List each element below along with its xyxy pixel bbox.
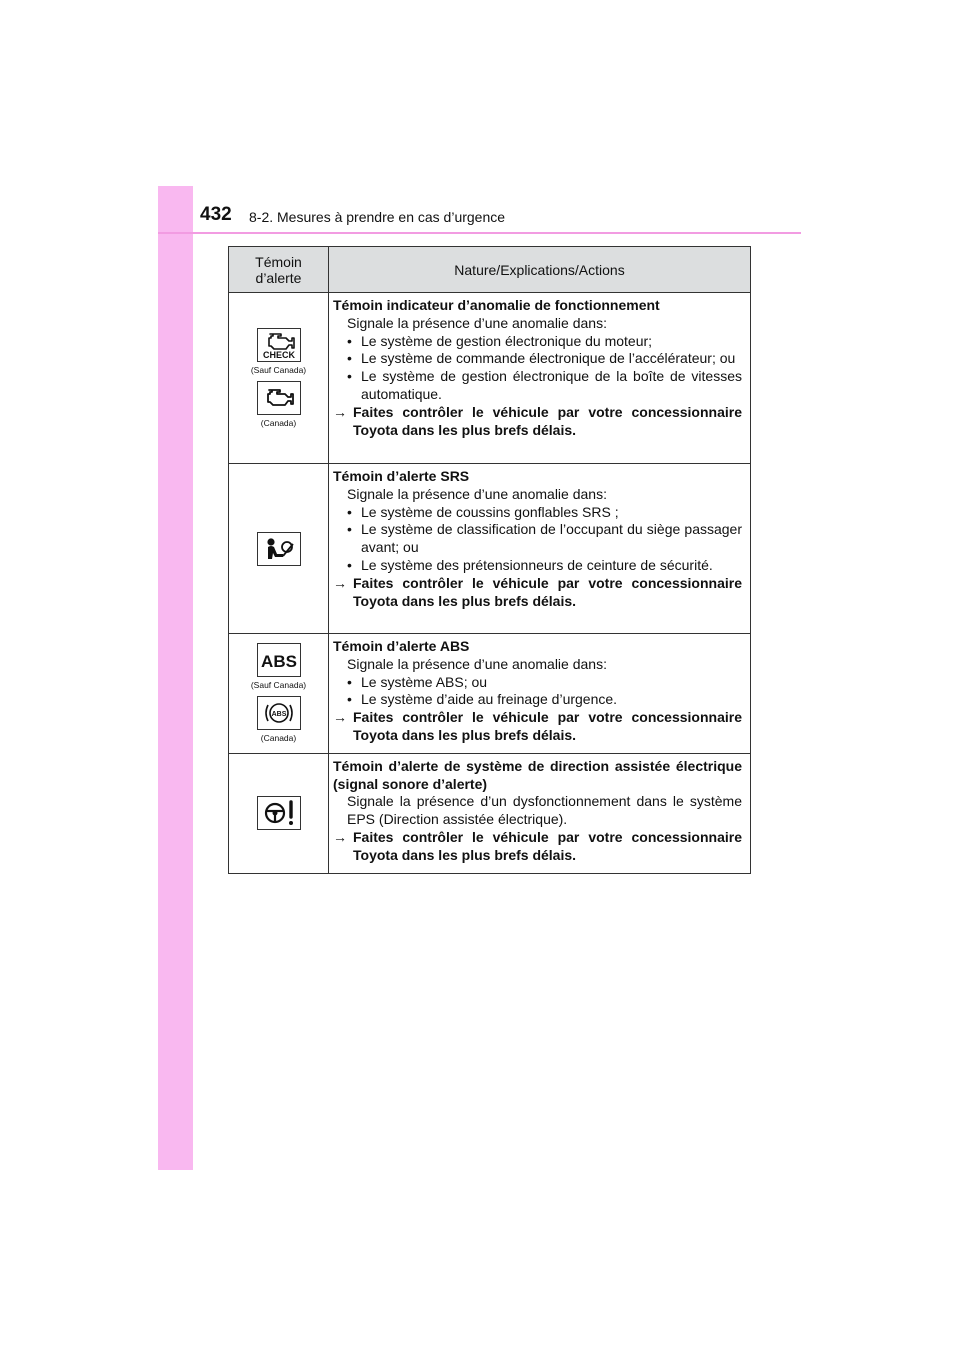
airbag-icon bbox=[257, 532, 301, 566]
warning-title: Témoin d’alerte SRS bbox=[333, 468, 470, 484]
arrow-icon: → bbox=[333, 828, 347, 845]
warning-title: Témoin d’alerte de système de direction assistée électrique (signal sonore d’alerte) bbox=[333, 757, 742, 792]
warning-lights-table bbox=[228, 246, 751, 874]
table-row bbox=[229, 293, 751, 464]
svg-text:ABS: ABS bbox=[260, 652, 297, 672]
icon-cell bbox=[229, 634, 329, 754]
description-cell bbox=[329, 753, 751, 873]
table-header-row bbox=[229, 247, 751, 293]
table-row bbox=[229, 464, 751, 634]
table-row bbox=[229, 634, 751, 754]
warning-intro: Signale la présence d’une anomalie dans: bbox=[347, 314, 607, 331]
column-header-details: Nature/Explications/Actions bbox=[329, 247, 751, 293]
abs-text-icon bbox=[257, 643, 301, 677]
warning-intro: Signale la présence d’un dysfonctionnement dans le système EPS (Direction assistée électrique). bbox=[347, 793, 742, 828]
list-item: • Le système de commande électronique de l’accélérateur; ou bbox=[347, 350, 736, 367]
icon-cell bbox=[229, 753, 329, 873]
action-text: → Faites contrôler le véhicule par votre concessionnaire Toyota dans les plus brefs délais. bbox=[333, 709, 742, 743]
action-text: → Faites contrôler le véhicule par votre concessionnaire Toyota dans les plus brefs délais. bbox=[333, 403, 742, 438]
list-item: • Le système de coussins gonflables SRS ; bbox=[347, 503, 619, 520]
warning-intro: Signale la présence d’une anomalie dans: bbox=[347, 485, 607, 502]
list-item: • Le système de gestion électronique de la boîte de vitesses automatique. bbox=[347, 368, 742, 402]
action-text: → Faites contrôler le véhicule par votre concessionnaire Toyota dans les plus brefs délais. bbox=[333, 828, 742, 863]
icon-caption: (Canada) bbox=[260, 733, 297, 744]
list-item: • Le système de classification de l’occupant du siège passager avant; ou bbox=[347, 521, 742, 556]
arrow-icon: → bbox=[333, 709, 347, 726]
icon-cell bbox=[229, 464, 329, 634]
chapter-side-tab bbox=[158, 186, 193, 1170]
page-number: 432 bbox=[200, 204, 232, 225]
section-title: 8-2. Mesures à prendre en cas d’urgence bbox=[249, 209, 506, 225]
list-item: • Le système ABS; ou bbox=[347, 673, 488, 690]
check-engine-icon bbox=[257, 328, 301, 362]
description-cell bbox=[329, 634, 751, 754]
list-item: • Le système de gestion électronique du moteur; bbox=[347, 332, 653, 349]
abs-circle-icon bbox=[257, 696, 301, 730]
warning-intro: Signale la présence d’une anomalie dans: bbox=[347, 655, 607, 672]
description-cell bbox=[329, 464, 751, 634]
icon-caption: (Sauf Canada) bbox=[250, 365, 307, 375]
description-cell bbox=[329, 293, 751, 464]
column-header-warning-light: Témoin d’alerte bbox=[229, 247, 329, 293]
list-item: • Le système d’aide au freinage d’urgence. bbox=[347, 691, 618, 708]
icon-cell bbox=[229, 293, 329, 464]
warning-title: Témoin indicateur d’anomalie de fonctionnement bbox=[333, 297, 660, 313]
engine-icon bbox=[257, 381, 301, 415]
svg-text:CHECK: CHECK bbox=[262, 350, 295, 360]
header-rule bbox=[158, 232, 801, 234]
table-row bbox=[229, 753, 751, 873]
icon-caption: (Sauf Canada) bbox=[250, 680, 307, 691]
power-steering-icon bbox=[257, 796, 301, 830]
icon-caption: (Canada) bbox=[260, 418, 297, 428]
arrow-icon: → bbox=[333, 403, 347, 420]
action-text: → Faites contrôler le véhicule par votre concessionnaire Toyota dans les plus brefs délais. bbox=[333, 574, 742, 609]
list-item: • Le système des prétensionneurs de ceinture de sécurité. bbox=[347, 556, 713, 573]
warning-title: Témoin d’alerte ABS bbox=[333, 638, 470, 654]
arrow-icon: → bbox=[333, 574, 347, 591]
svg-text:ABS: ABS bbox=[271, 711, 286, 719]
